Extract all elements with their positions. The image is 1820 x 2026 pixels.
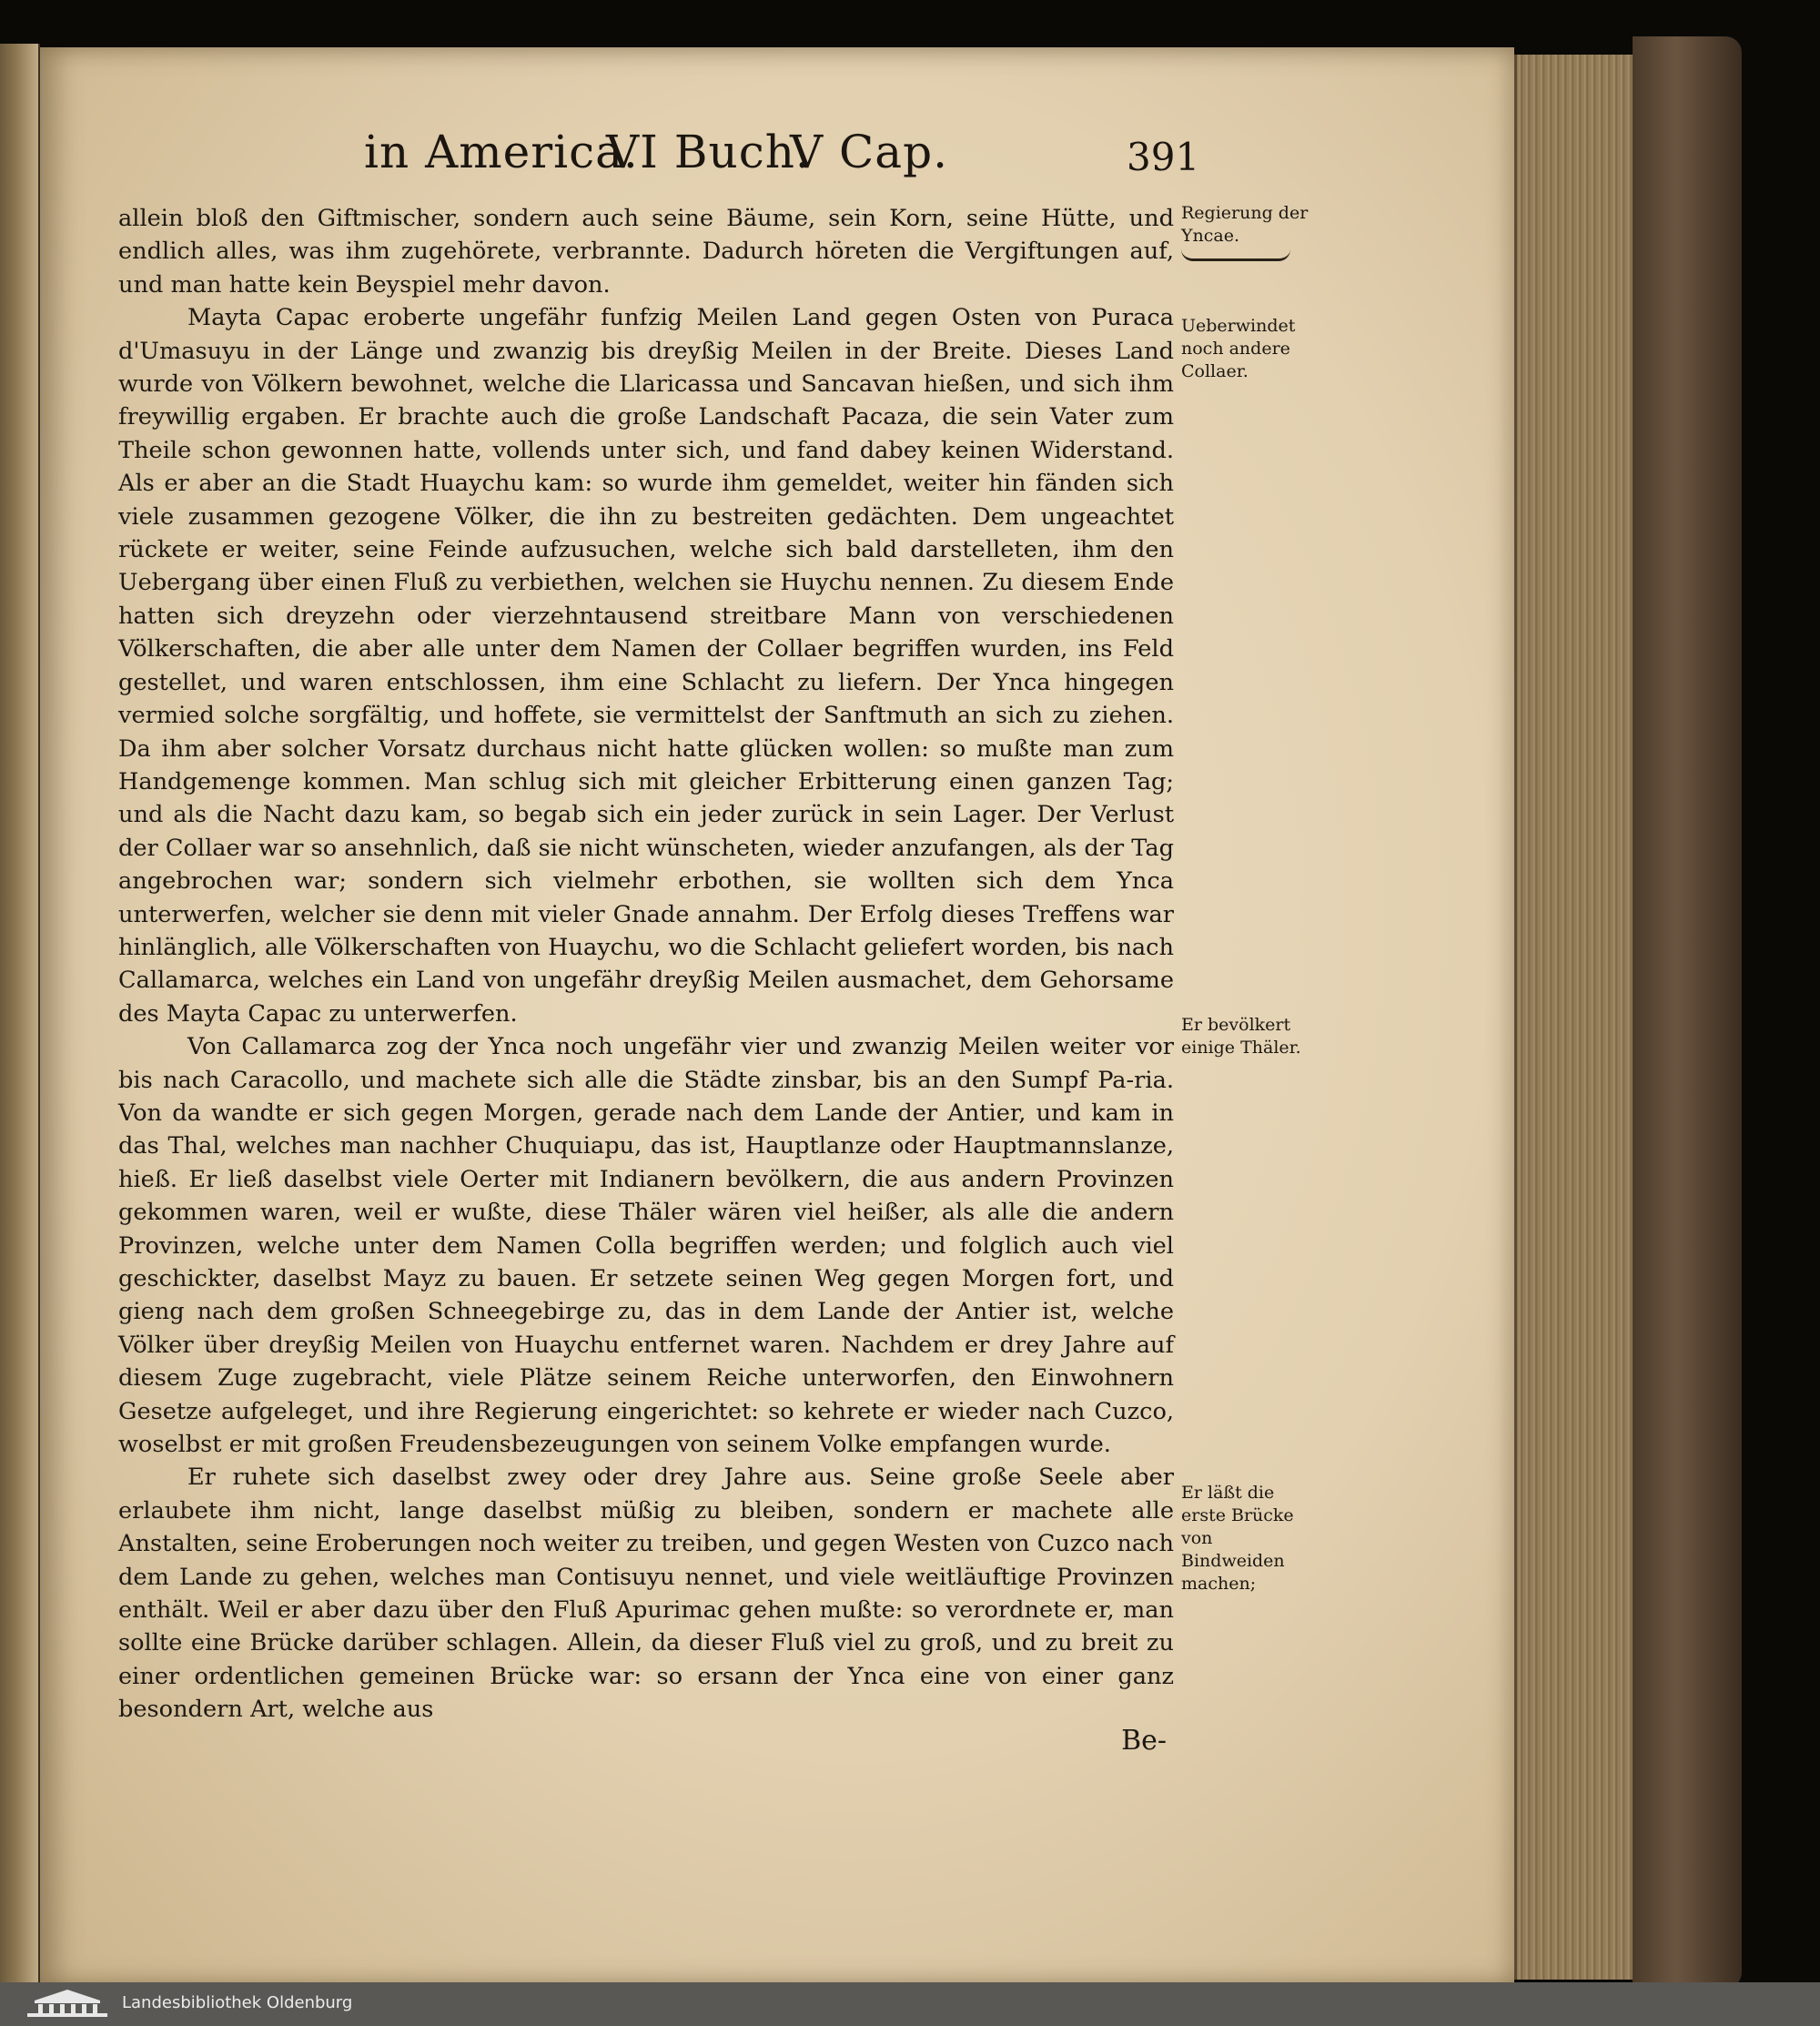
paragraph: Er ruhete sich daselbst zwey oder drey Jahre aus. Seine große Seele aber erlaubete ihm nicht, lange daselbst müßig zu bleiben, sondern er machete alle Anstalten, seine Eroberungen noch weiter zu treiben, und gegen Westen von Cuzco nach dem Lande zu gehen, welches man Contisuyu nennet, und viele weitläuftige Provinzen enthält. Weil er aber dazu über den Fluß Apurimac gehen mußte: so verordnete er, man sollte eine Brücke darüber schlagen. Allein, da dieser Fluß viel zu groß, und zu breit zu einer ordentlichen gemeinen Brücke war: so ersann der Ynca eine von einer ganz besondern Art, welche aus — [118, 1464, 1174, 1724]
body-text — [118, 202, 1174, 1758]
library-logo-icon — [25, 1988, 109, 2019]
paragraph: Von Callamarca zog der Ynca noch ungefähr vier und zwanzig Meilen weiter vor bis nach Caracollo, und machete sich alle die Städte zinsbar, bis an den Sumpf Pa-ria. Von da wandte er sich gegen Morgen, gerade nach dem Lande der Antier, und kam in das Thal, welches man nachher Chuquiapu, das ist, Hauptlanze oder Hauptmannslanze, hieß. Er ließ daselbst viele Oerter mit Indianern bevölkern, die aus andern Provinzen gekommen waren, weil er wußte, diese Thäler wären viel heißer, als alle die andern Provinzen, welche unter dem Namen Colla begriffen werden; und folglich auch viel geschickter, daselbst Mayz zu bauen. Er setzete seinen Weg gegen Morgen fort, und gieng nach dem großen Schneegebirge zu, das in dem Lande der Antier ist, welche Völker über dreyßig Meilen von Huaychu entfernet waren. Nachdem er drey Jahre auf diesem Zuge zugebracht, viele Plätze seinem Reiche unterworfen, den Einwohnern Gesetze aufgeleget, und ihre Regierung eingerichtet: so kehrete er wieder nach Cuzco, woselbst er mit großen Freudensbezeugungen von seinem Volke empfangen wurde. — [118, 1033, 1174, 1459]
margin-note-text: Regierung der Yncae. — [1181, 203, 1309, 246]
margin-note-bruecke: Er läßt die erste Brücke von Bindweiden machen; — [1181, 1483, 1294, 1594]
header-left: in America. — [364, 126, 639, 178]
header-right: V Cap. — [790, 126, 948, 178]
margin-note-collaer: Ueberwindet noch andere Collaer. — [1181, 316, 1296, 381]
brace-mark — [1181, 249, 1290, 261]
paragraph: Mayta Capac eroberte ungefähr funfzig Meilen Land gegen Osten von Puraca d'Umasuyu in der Länge und zwanzig bis dreyßig Meilen in der Breite. Dieses Land wurde von Völkern bewohnet, welche die Llaricassa und Sancavan hießen, und sich ihm freywillig ergaben. Er brachte auch die große Landschaft Pacaza, die sein Vater zum Theile schon gewonnen hatte, vollends unter sich, und fand dabey keinen Widerstand. Als er aber an die Stadt Huaychu kam: so wurde ihm gemeldet, weiter hin fänden sich viele zusammen gezogene Völker, die ihn zu bestreiten gedächten. Dem ungeachtet rückete er weiter, seine Feinde aufzusuchen, welche sich bald darstelleten, ihm den Uebergang über einen Fluß zu verbiethen, welchen sie Huychu nennen. Zu diesem Ende hatten sich dreyzehn oder vierzehntausend streitbare Mann von verschiedenen Völkerschaften, die aber alle unter dem Namen der Collaer begriffen wurden, ins Feld gestellet, und waren entschlossen, ihm eine Schlacht zu liefern. Der Ynca hingegen vermied solche sorgfältig, und hoffete, sie vermittelst der Sanftmuth an sich zu ziehen. Da ihm aber solcher Vorsatz durchaus nicht hatte glücken wollen: so mußte man zum Handgemenge kommen. Man schlug sich mit gleicher Erbitterung einen ganzen Tag; und als die Nacht dazu kam, so begab sich ein jeder zurück in sein Lager. Der Verlust der Collaer war so ansehnlich, daß sie nicht wünscheten, wieder anzufangen, als der Tag angebrochen war; sondern sich vielmehr erbothen, sie wollten sich dem Ynca unterwerfen, welcher sie denn mit vieler Gnade annahm. Der Erfolg dieses Treffens war hinlänglich, alle Völkerschaften von Huaychu, wo die Schlacht geliefert worden, bis nach Callamarca, welches ein Land von ungefähr dreyßig Meilen ausmachet, dem Gehorsame des Mayta Capac zu unterwerfen. — [118, 304, 1174, 1028]
footer-bar — [0, 1982, 1820, 2026]
book-cover — [1633, 36, 1742, 1989]
margin-note-regierung — [1181, 202, 1318, 261]
catchword: Be- — [1121, 1724, 1167, 1757]
previous-page-edge — [0, 44, 40, 1982]
margin-note-thaeler: Er bevölkert einige Thäler. — [1181, 1015, 1301, 1058]
page-number: 391 — [1127, 135, 1200, 179]
paragraph: allein bloß den Giftmischer, sondern auch seine Bäume, sein Korn, seine Hütte, und endlich alles, was ihm zugehörete, verbrannte. Dadurch höreten die Vergiftungen auf, und man hatte kein Beyspiel mehr davon. — [118, 205, 1174, 299]
page-block-edge — [1514, 55, 1635, 1980]
footer-label: Landesbibliothek Oldenburg — [122, 1993, 353, 2012]
header-center: VI Buch. — [606, 126, 811, 178]
running-header — [364, 126, 1156, 189]
